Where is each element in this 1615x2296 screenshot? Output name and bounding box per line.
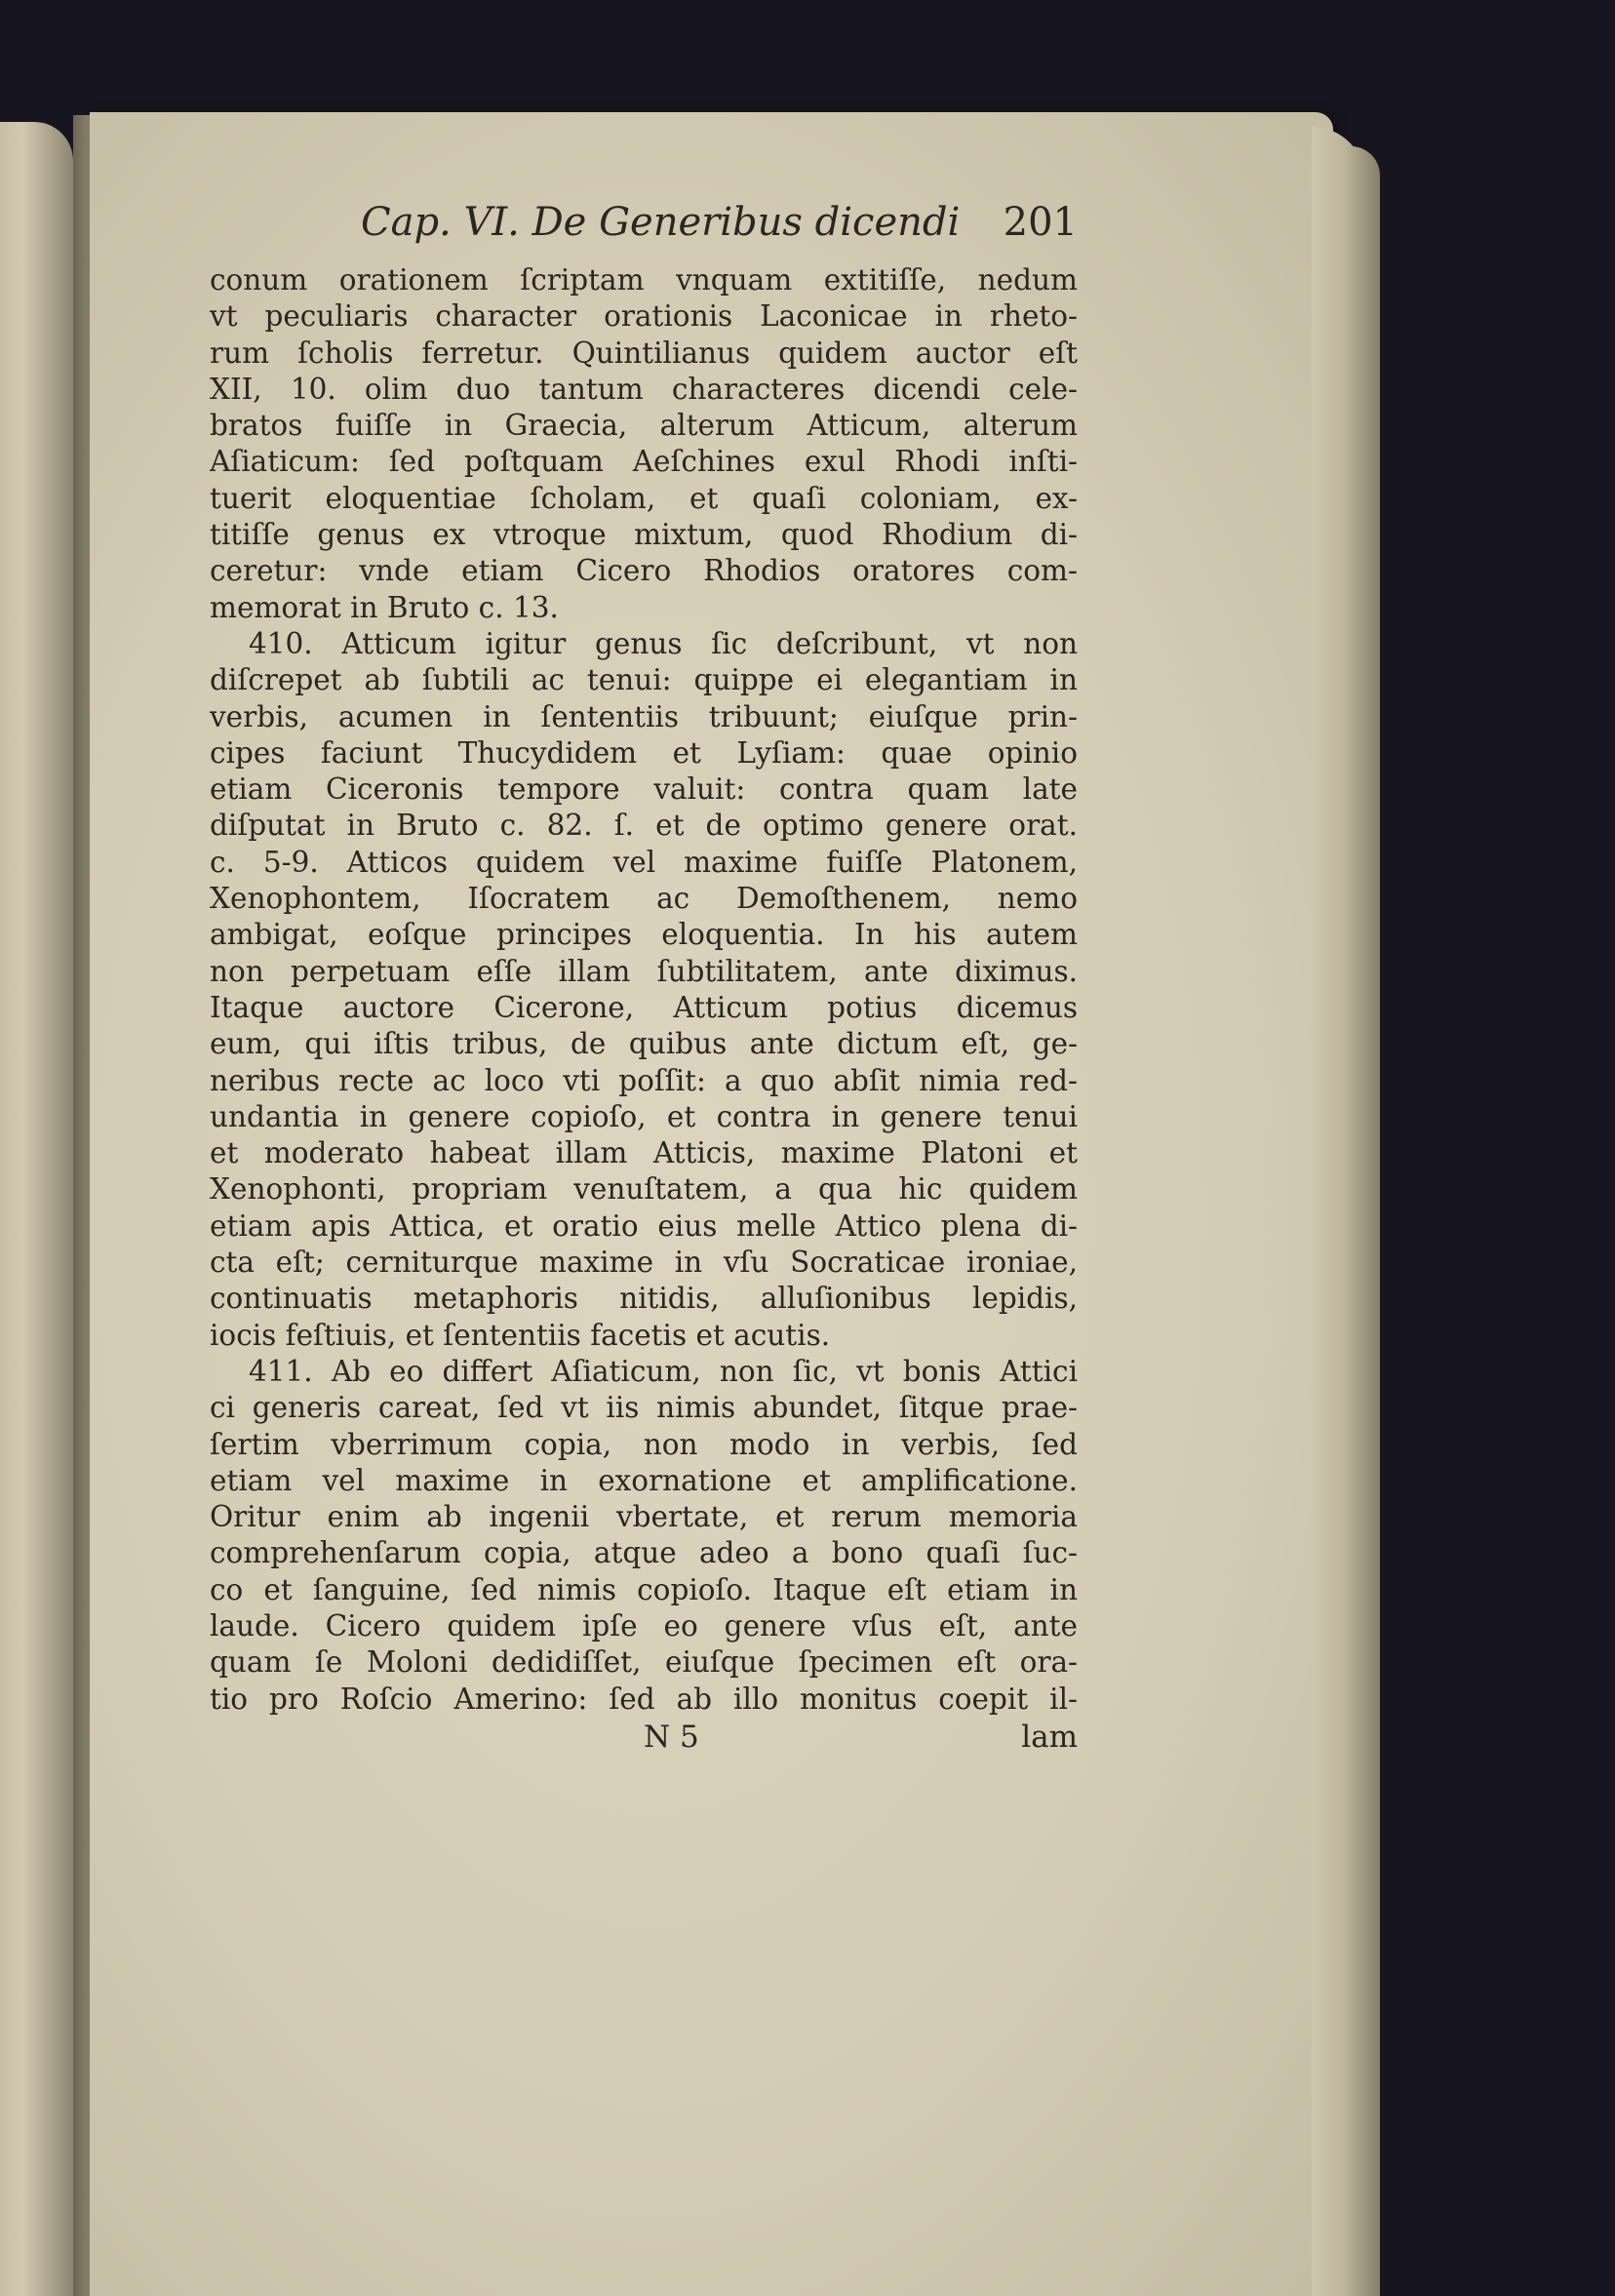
body-line: vt peculiaris character orationis Laconicae in rheto- [210, 299, 1078, 334]
left-page-edge [0, 122, 73, 2296]
body-line: laude. Cicero quidem ipſe eo genere vſus eſt, ante [210, 1608, 1078, 1643]
body-line: comprehenſarum copia, atque adeo a bono quaſi ſuc- [210, 1536, 1078, 1570]
body-line: diſputat in Bruto c. 82. ſ. et de optimo genere orat. [210, 809, 1078, 843]
signature-mark: N 5 [644, 1719, 699, 1755]
body-line: cta eſt; cerniturque maxime in vſu Socraticae ironiae, [210, 1246, 1078, 1280]
body-line: ci generis careat, ſed vt iis nimis abundet, ſitque prae- [210, 1391, 1078, 1425]
body-line: etiam apis Attica, et oratio eius melle Attico plena di- [210, 1208, 1078, 1243]
body-line: etiam Ciceronis tempore valuit: contra quam late [210, 772, 1078, 807]
section-411-start: 411. Ab eo differt Aſiaticum, non ſic, vt bonis Attici [249, 1354, 1078, 1388]
body-line: cipes faciunt Thucydidem et Lyſiam: quae opinio [210, 735, 1078, 770]
body-line: tio pro Roſcio Amerino: ſed ab illo monitus coepit il- [210, 1682, 1078, 1716]
body-line: verbis, acumen in ſententiis tribuunt; eiuſque prin- [210, 699, 1078, 733]
body-line: continuatis metaphoris nitidis, alluſionibus lepidis, [210, 1282, 1078, 1316]
page-fore-edge-inner [1351, 146, 1380, 2296]
body-line: Xenophontem, Iſocratem ac Demoſthenem, nemo [210, 882, 1078, 916]
body-line: quam ſe Moloni dedidiſſet, eiuſque ſpecimen eſt ora- [210, 1645, 1078, 1680]
body-line: Itaque auctore Cicerone, Atticum potius dicemus [210, 990, 1078, 1024]
body-line: undantia in genere copioſo, et contra in genere tenui [210, 1099, 1078, 1133]
body-line: iocis feſtiuis, et ſententiis facetis et acutis. [210, 1318, 831, 1352]
body-line: tuerit eloquentiae ſcholam, et quaſi coloniam, ex- [210, 481, 1078, 515]
body-line: et moderato habeat illam Atticis, maxime Platoni et [210, 1136, 1078, 1170]
body-line: etiam vel maxime in exornatione et amplificatione. [210, 1463, 1078, 1497]
body-line: eum, qui iſtis tribus, de quibus ante dictum eſt, ge- [210, 1027, 1078, 1061]
running-head-title: Cap. VI. De Generibus dicendi [361, 200, 961, 245]
body-line: bratos fuiſſe in Graecia, alterum Atticum, alterum [210, 409, 1078, 443]
body-line: diſcrepet ab ſubtili ac tenui: quippe ei elegantiam in [210, 663, 1078, 697]
body-line: titiſſe genus ex vtroque mixtum, quod Rhodium di- [210, 518, 1078, 552]
body-line: ambigat, eoſque principes eloquentia. In his autem [210, 918, 1078, 952]
body-line: XII, 10. olim duo tantum characteres dicendi cele- [210, 372, 1078, 406]
body-line: ſertim vberrimum copia, non modo in verbis, ſed [210, 1427, 1078, 1461]
body-line: Aſiaticum: ſed poſtquam Aeſchines exul Rhodi inſti- [210, 445, 1078, 479]
body-line: memorat in Bruto c. 13. [210, 590, 559, 624]
body-line: ceretur: vnde etiam Cicero Rhodios oratores com- [210, 554, 1078, 588]
body-text [210, 262, 1078, 1718]
section-410-start: 410. Atticum igitur genus ſic deſcribunt, vt non [249, 626, 1078, 660]
page-number: 201 [1003, 200, 1078, 245]
body-line: conum orationem ſcriptam vnquam extitiſſe, nedum [210, 263, 1078, 297]
body-line: Xenophonti, propriam venuſtatem, a qua hic quidem [210, 1172, 1078, 1207]
body-line: neribus recte ac loco vti poſſit: a quo abſit nimia red- [210, 1063, 1078, 1097]
page-footer [210, 1720, 1078, 1759]
body-line: rum ſcholis ferretur. Quintilianus quidem auctor eſt [210, 336, 1078, 370]
body-line: co et ſanguine, ſed nimis copioſo. Itaque eſt etiam in [210, 1572, 1078, 1606]
body-line: non perpetuam eſſe illam ſubtilitatem, ante diximus. [210, 954, 1078, 988]
body-line: c. 5-9. Atticos quidem vel maxime fuiſſe Platonem, [210, 845, 1078, 879]
running-head [210, 200, 1078, 262]
page-text-block [210, 200, 1078, 1759]
catchword: lam [1021, 1719, 1078, 1755]
body-line: Oritur enim ab ingenii vbertate, et rerum memoria [210, 1500, 1078, 1534]
